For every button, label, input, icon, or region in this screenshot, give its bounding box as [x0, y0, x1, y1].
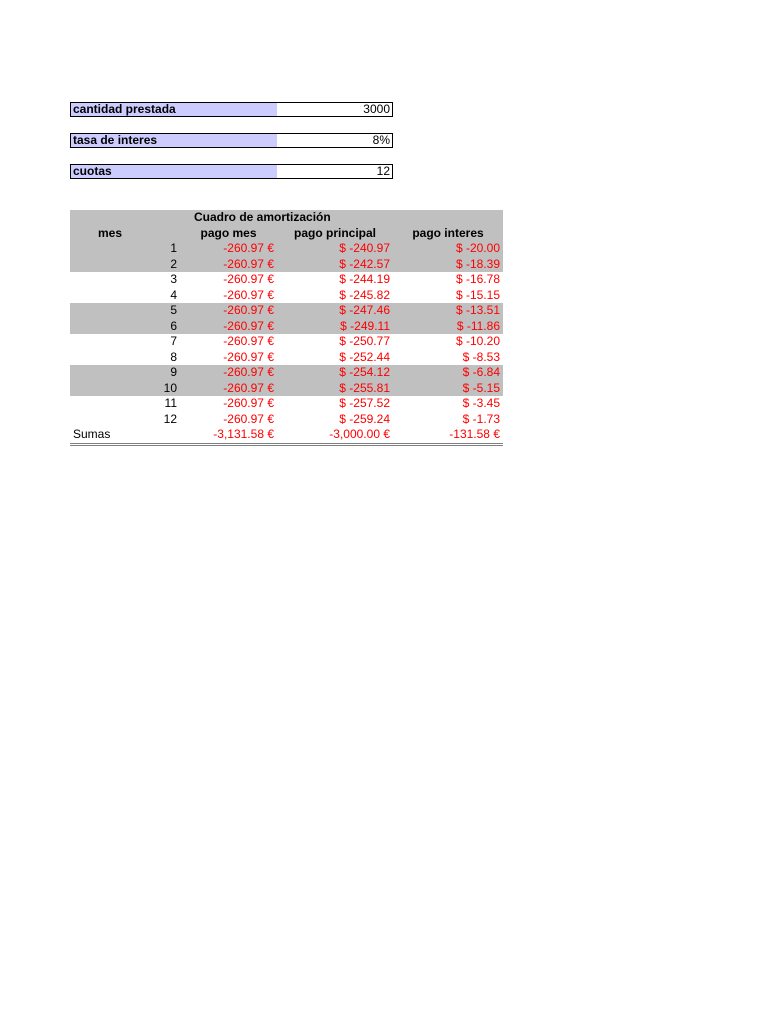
cell-pago-mes: -260.97 € [223, 396, 274, 411]
table-row [70, 272, 503, 288]
cell-pago-interes: $ -1.73 [462, 411, 500, 426]
total-pago-principal: -3,000.00 € [277, 427, 393, 444]
cell-pago-mes: -260.97 € [180, 241, 277, 257]
cell-pago-interes: $ -3.45 [462, 396, 500, 411]
cell-pago-principal: $ -249.11 [277, 319, 393, 335]
cell-pago-principal: $ -259.24 [339, 411, 390, 426]
totals-label: Sumas [70, 427, 180, 444]
table-row [70, 396, 503, 412]
cell-pago-interes: $ -20.00 [393, 241, 503, 257]
input-tasa-de-interes[interactable] [70, 133, 393, 148]
cell-pago-principal: $ -244.19 [339, 272, 390, 287]
cell-pago-interes: $ -15.15 [455, 287, 500, 302]
cell-pago-principal: $ -245.82 [339, 287, 390, 302]
table-row [70, 257, 503, 273]
table-row [70, 365, 503, 381]
cell-mes: 11 [164, 396, 177, 411]
column-header-pago-interes: pago interes [393, 226, 503, 242]
cell-mes: 5 [70, 303, 180, 319]
table-row [70, 303, 503, 319]
cell-pago-principal: $ -257.52 [339, 396, 390, 411]
cell-mes: 4 [170, 287, 177, 302]
cell-pago-interes: $ -5.15 [393, 381, 503, 397]
input-label: cantidad prestada [71, 103, 277, 116]
table-row [70, 350, 503, 366]
table-row [70, 241, 503, 257]
totals-row [70, 427, 503, 444]
table-row [70, 334, 503, 350]
cell-pago-mes: -260.97 € [223, 349, 274, 364]
cell-pago-principal: $ -254.12 [277, 365, 393, 381]
table-header-row [70, 226, 503, 242]
amortization-table [70, 210, 503, 446]
cell-pago-principal: $ -250.77 [339, 334, 390, 349]
column-header-pago-mes: pago mes [180, 226, 277, 242]
cell-mes: 2 [70, 257, 180, 273]
cell-pago-mes: -260.97 € [223, 272, 274, 287]
cell-pago-principal: $ -242.57 [277, 257, 393, 273]
column-header-pago-principal: pago principal [277, 226, 393, 242]
cell-pago-mes: -260.97 € [223, 287, 274, 302]
cell-pago-principal: $ -255.81 [277, 381, 393, 397]
cell-pago-interes: $ -13.51 [393, 303, 503, 319]
total-pago-interes: -131.58 € [393, 427, 503, 444]
cell-pago-interes: $ -8.53 [462, 349, 500, 364]
cell-pago-principal: $ -240.97 [277, 241, 393, 257]
cell-pago-mes: -260.97 € [180, 303, 277, 319]
cell-pago-principal: $ -247.46 [277, 303, 393, 319]
cell-mes: 9 [70, 365, 180, 381]
input-label: cuotas [71, 165, 277, 178]
column-header-mes: mes [70, 226, 180, 242]
cell-mes: 10 [70, 381, 180, 397]
cell-pago-mes: -260.97 € [180, 319, 277, 335]
cell-mes: 7 [170, 334, 177, 349]
cell-pago-interes: $ -18.39 [393, 257, 503, 273]
table-title: Cuadro de amortización [180, 210, 393, 226]
cell-pago-interes: $ -10.20 [455, 334, 500, 349]
cell-pago-interes: $ -16.78 [455, 272, 500, 287]
input-cuotas[interactable] [70, 164, 393, 179]
table-row [70, 319, 503, 335]
input-value[interactable]: 8% [372, 133, 390, 147]
cell-pago-interes: $ -11.86 [393, 319, 503, 335]
cell-pago-mes: -260.97 € [223, 411, 274, 426]
cell-pago-mes: -260.97 € [223, 334, 274, 349]
cell-pago-interes: $ -6.84 [393, 365, 503, 381]
input-cantidad-prestada[interactable] [70, 102, 393, 117]
cell-pago-mes: -260.97 € [180, 365, 277, 381]
table-row [70, 412, 503, 428]
input-label: tasa de interes [71, 134, 277, 147]
cell-mes: 8 [170, 349, 177, 364]
cell-pago-mes: -260.97 € [180, 381, 277, 397]
table-title-row [70, 210, 503, 226]
total-pago-mes: -3,131.58 € [180, 427, 277, 444]
table-row [70, 288, 503, 304]
input-value[interactable]: 12 [376, 164, 390, 178]
cell-mes: 3 [170, 272, 177, 287]
table-row [70, 381, 503, 397]
cell-pago-mes: -260.97 € [180, 257, 277, 273]
cell-mes: 12 [163, 411, 177, 426]
cell-mes: 1 [70, 241, 180, 257]
cell-pago-principal: $ -252.44 [339, 349, 390, 364]
cell-mes: 6 [70, 319, 180, 335]
input-value[interactable]: 3000 [363, 102, 390, 116]
